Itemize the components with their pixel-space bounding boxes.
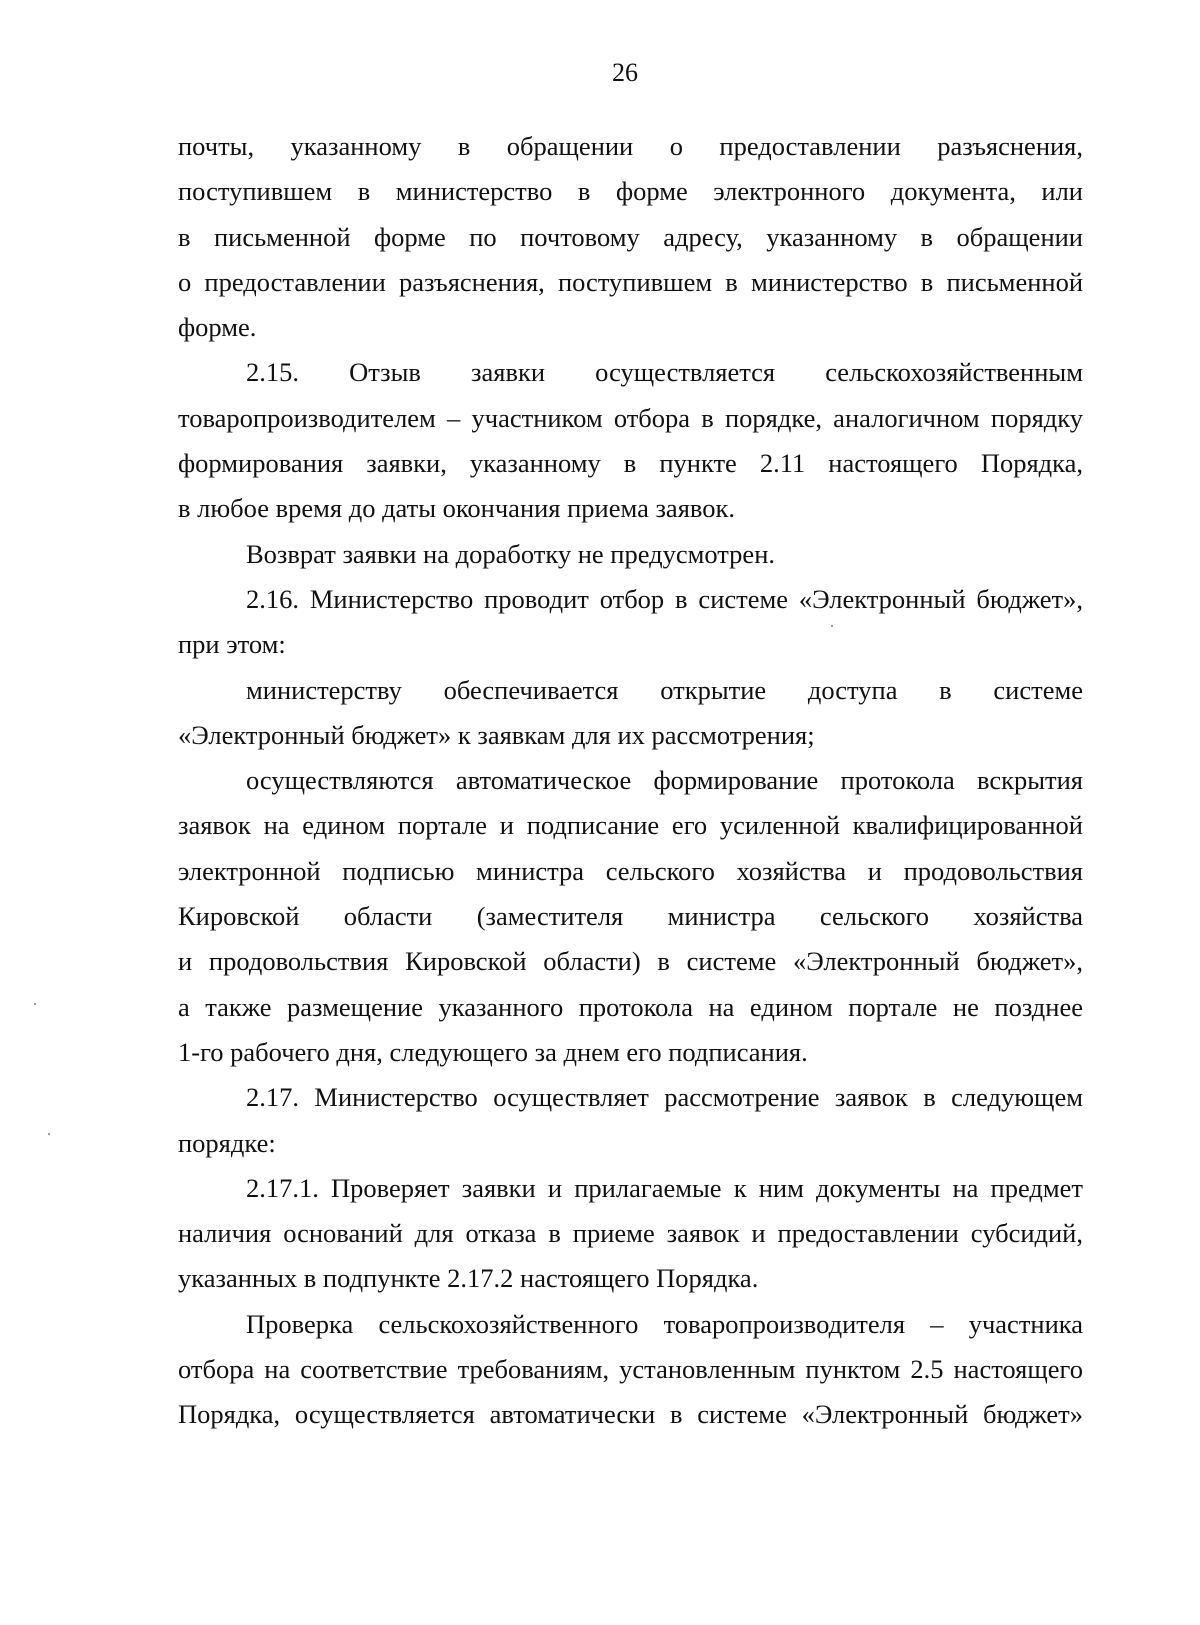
- text-line: 2.17.1. Проверяет заявки и прилагаемые к ним документы на предмет: [246, 1172, 1083, 1203]
- text-line: в письменной форме по почтовому адресу, указанному в обращении: [178, 221, 1083, 252]
- document-body: [178, 124, 1083, 1438]
- scan-artifact: [48, 1133, 50, 1135]
- scan-artifact: [34, 1003, 36, 1005]
- text-line: форме.: [178, 312, 257, 343]
- text-line: электронной подписью министра сельского хозяйства и продовольствия: [178, 855, 1083, 886]
- text-line: формирования заявки, указанному в пункте 2.11 настоящего Порядка,: [178, 448, 1083, 479]
- text-line: 2.16. Министерство проводит отбор в системе «Электронный бюджет»,: [246, 583, 1083, 614]
- text-line: заявок на едином портале и подписание его усиленной квалифицированной: [178, 810, 1083, 841]
- text-line: Возврат заявки на доработку не предусмотрен.: [246, 538, 776, 569]
- text-line: почты, указанному в обращении о предоставлении разъяснения,: [178, 131, 1083, 161]
- text-line: 2.17. Министерство осуществляет рассмотрение заявок в следующем: [246, 1082, 1083, 1113]
- text-line: 2.15. Отзыв заявки осуществляется сельскохозяйственным: [246, 357, 1083, 388]
- scan-artifact: [831, 625, 833, 627]
- text-line: «Электронный бюджет» к заявкам для их рассмотрения;: [178, 719, 815, 750]
- text-line: в любое время до даты окончания приема заявок.: [178, 493, 735, 524]
- text-line: и продовольствия Кировской области) в системе «Электронный бюджет»,: [178, 946, 1083, 977]
- text-line: при этом:: [178, 629, 286, 660]
- text-line: поступившем в министерство в форме электронного документа, или: [178, 176, 1083, 207]
- text-line: министерству обеспечивается открытие доступа в системе: [246, 674, 1083, 705]
- text-line: Порядка, осуществляется автоматически в системе «Электронный бюджет»: [178, 1399, 1083, 1430]
- text-line: Кировской области (заместителя министра сельского хозяйства: [178, 901, 1083, 932]
- text-line: осуществляются автоматическое формирование протокола вскрытия: [246, 765, 1083, 796]
- text-line: порядке:: [178, 1127, 276, 1158]
- text-line: отбора на соответствие требованиям, установленным пунктом 2.5 настоящего: [178, 1354, 1083, 1385]
- page-number: 26: [612, 58, 638, 87]
- text-line: а также размещение указанного протокола на едином портале не позднее: [178, 991, 1083, 1022]
- text-line: о предоставлении разъяснения, поступившем в министерство в письменной: [178, 266, 1083, 297]
- text-line: наличия оснований для отказа в приеме заявок и предоставлении субсидий,: [178, 1218, 1083, 1249]
- text-line: указанных в подпункте 2.17.2 настоящего Порядка.: [178, 1263, 759, 1294]
- text-line: 1-го рабочего дня, следующего за днем его подписания.: [178, 1036, 808, 1067]
- text-line: Проверка сельскохозяйственного товаропроизводителя – участника: [246, 1308, 1083, 1339]
- text-line: товаропроизводителем – участником отбора в порядке, аналогичном порядку: [178, 402, 1083, 433]
